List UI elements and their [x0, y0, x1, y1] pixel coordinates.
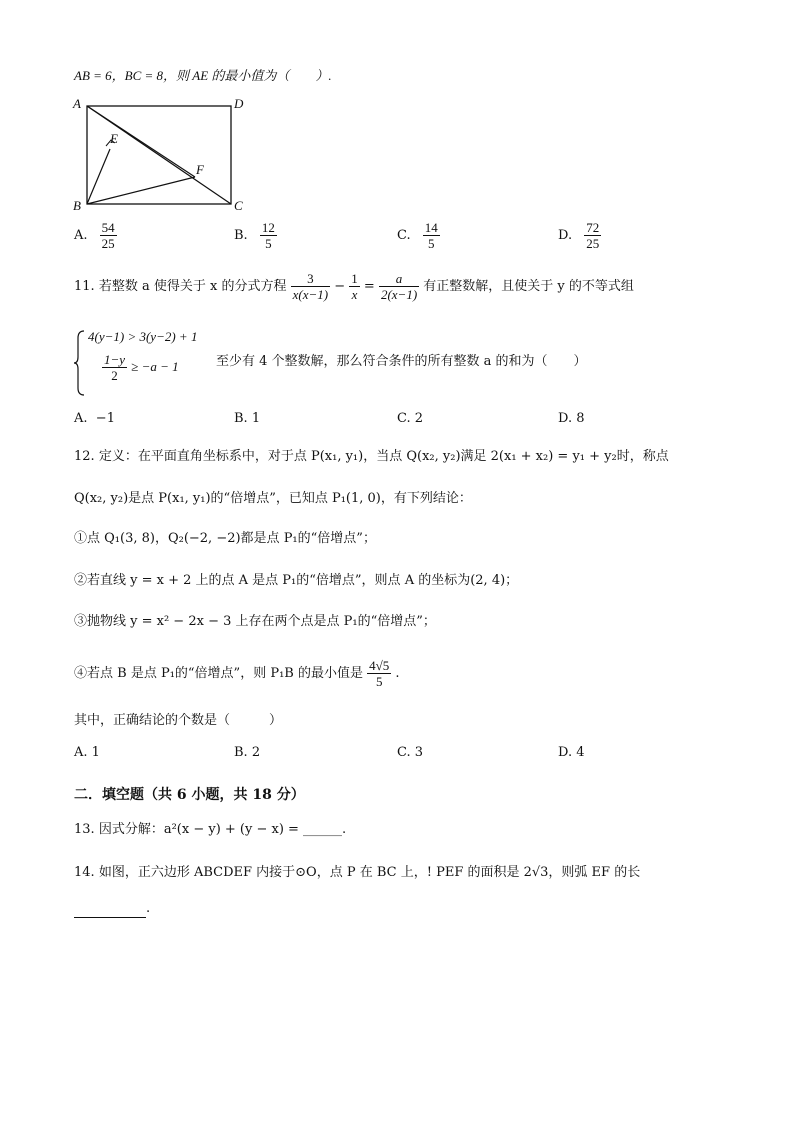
- label-f: F: [196, 162, 204, 177]
- option-fraction: $\frac{72}{25}$: [586, 220, 600, 251]
- q12-line2: Q(x₂, y₂)是点 P(x₁, y₁)的“倍增点”，已知点 P₁(1, 0)，有下列结论：: [74, 491, 472, 506]
- q11-option-d: D. 8: [558, 411, 585, 426]
- q12-conclusion-2: ②若直线 y = x + 2 上的点 A 是点 P₁的“倍增点”，则点 A 的坐标为(2, 4)；: [74, 573, 519, 588]
- segment-bf: [87, 177, 195, 204]
- q11-option-a: A. −1: [74, 411, 115, 426]
- q10-option-c: [397, 220, 440, 251]
- q10-option-d: [558, 220, 601, 251]
- q11-text1: 若整数 a 使得关于 x 的分式方程: [98, 279, 287, 294]
- segment-be: [87, 149, 110, 204]
- q12-conclusion-4: [74, 654, 400, 694]
- q12-line1: [74, 448, 669, 466]
- q11-ineq2: [102, 352, 179, 383]
- q13: [74, 821, 346, 839]
- answer-blank[interactable]: [74, 903, 146, 918]
- option-label: C.: [397, 228, 411, 243]
- option-label: A.: [74, 228, 88, 243]
- equals-sign: =: [363, 279, 375, 294]
- q12-option-c: C. 3: [397, 745, 424, 760]
- label-e: E: [110, 131, 118, 146]
- option-fraction: $\frac{54}{25}$: [101, 220, 115, 251]
- q11-frac2: $\frac{1}{x}$: [351, 271, 358, 302]
- q11-ineq2-frac: $\frac{1-y}{2}$: [104, 352, 126, 383]
- q12-definition: 定义：在平面直角坐标系中，对于点 P(x₁, y₁)，当点 Q(x₂, y₂)满足 2(x₁ + x₂) = y₁ + y₂时，称点: [98, 449, 669, 464]
- q14-line2: [74, 900, 150, 918]
- q12-conclusion-3: ③抛物线 y = x² − 2x − 3 上存在两个点是点 P₁的“倍增点”；: [74, 614, 436, 629]
- q11-option-b: B. 1: [234, 411, 261, 426]
- q12-option-b: B. 2: [234, 745, 261, 760]
- question-number: 12.: [74, 449, 95, 464]
- q10-figure: [70, 96, 270, 216]
- q12-question: 其中，正确结论的个数是（ ）: [74, 713, 283, 728]
- q10-option-b: [234, 220, 277, 251]
- period: .: [395, 666, 400, 681]
- option-label: B.: [234, 228, 248, 243]
- q14-line1: [74, 864, 640, 882]
- option-fraction: $\frac{12}{5}$: [261, 220, 275, 251]
- q11-system: [74, 328, 214, 398]
- question-number: 14.: [74, 865, 95, 880]
- brace-icon: [74, 330, 86, 396]
- q12-option-d: D. 4: [558, 745, 585, 760]
- q12-c4-text: ④若点 B 是点 P₁的“倍增点”，则 P₁B 的最小值是: [74, 666, 363, 681]
- q11-option-c: C. 2: [397, 411, 424, 426]
- option-fraction: $\frac{14}{5}$: [424, 220, 438, 251]
- option-label: D.: [558, 228, 573, 243]
- q11-frac3: $\frac{a}{2(x-1)}$: [380, 271, 418, 302]
- label-c: C: [234, 198, 243, 213]
- q14-text: 如图，正六边形 ABCDEF 内接于⊙O，点 P 在 BC 上，! PEF 的面积是 2√3，则弧 EF 的长: [98, 865, 641, 880]
- question-number: 13.: [74, 822, 95, 837]
- period: .: [146, 901, 151, 916]
- label-d: D: [234, 96, 244, 111]
- minus-sign: −: [334, 279, 346, 294]
- q11-line1: [74, 270, 634, 304]
- label-a: A: [73, 96, 81, 111]
- question-number: 11.: [74, 279, 95, 294]
- q12-conclusion-1: ①点 Q₁(3, 8)，Q₂(−2, −2)都是点 P₁的“倍增点”；: [74, 531, 376, 546]
- q11-ineq1: 4(y−1) > 3(y−2) + 1: [88, 329, 198, 344]
- q13-text: 因式分解：a²(x − y) + (y − x) = ______.: [98, 822, 347, 837]
- q11-ineq2-rhs: ≥ −a − 1: [131, 359, 179, 374]
- q11-text3: 至少有 4 个整数解，那么符合条件的所有整数 a 的和为（ ）: [216, 354, 587, 369]
- q11-frac1: $\frac{3}{x(x-1)}$: [292, 271, 329, 302]
- label-b: B: [73, 198, 81, 213]
- q12-option-a: A. 1: [74, 745, 100, 760]
- section-title: 二．填空题（共 6 小题，共 18 分）: [74, 787, 305, 803]
- q11-text2: 有正整数解，且使关于 y 的不等式组: [423, 279, 634, 294]
- q10-stem: AB = 6，BC = 8，则 AE 的最小值为（ ）.: [74, 68, 332, 83]
- q10-option-a: [74, 220, 117, 251]
- q12-c4-fraction: $\frac{4√5}{5}$: [369, 658, 390, 689]
